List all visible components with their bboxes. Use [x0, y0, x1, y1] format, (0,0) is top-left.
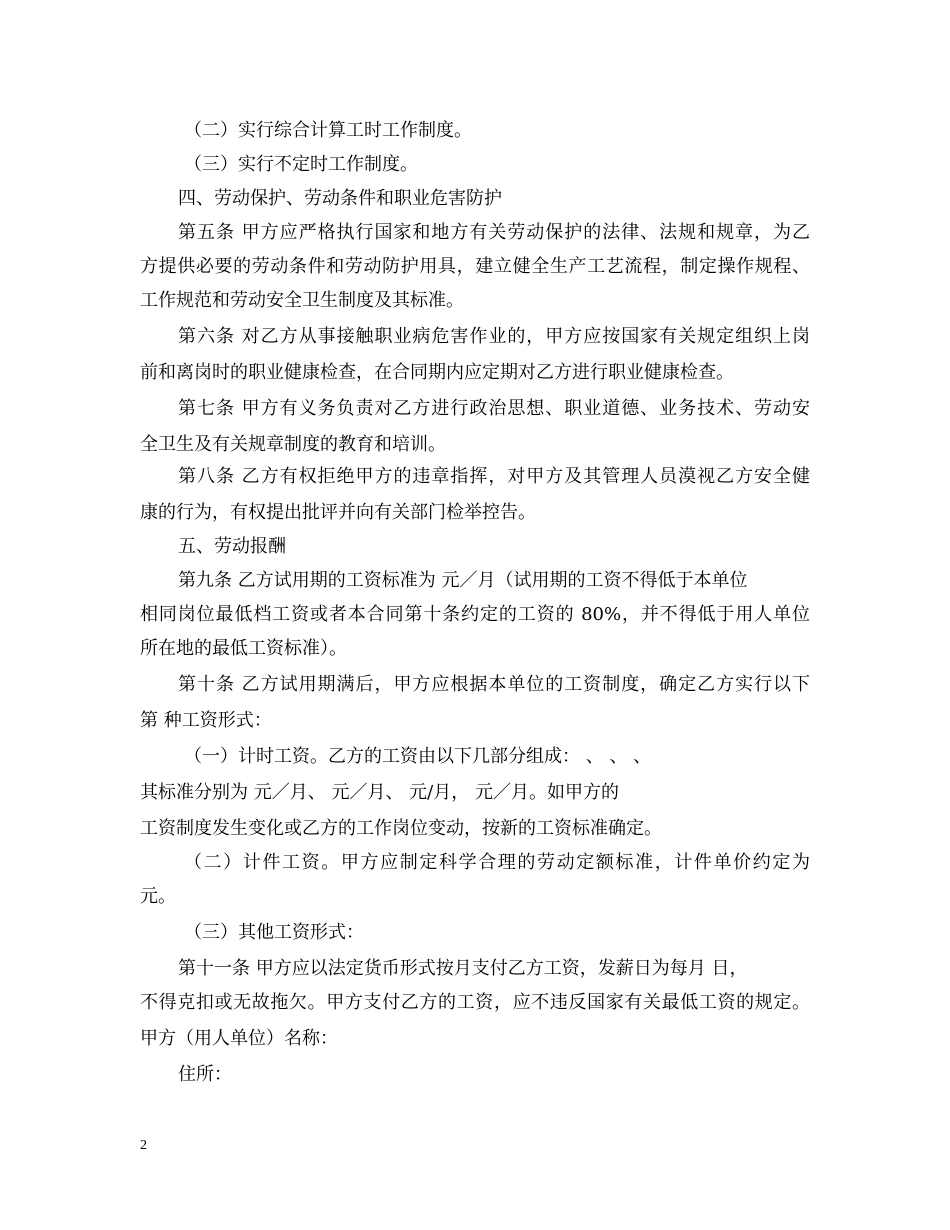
article-9-line-2: 相同岗位最低档工资或者本合同第十条约定的工资的 80%，并不得低于用人单位: [140, 604, 810, 625]
section-heading-4: 四、劳动保护、劳动条件和职业危害防护: [178, 188, 502, 209]
page-number: 2: [140, 1138, 147, 1153]
article-10-line-2: 第 种工资形式：: [140, 710, 272, 731]
article-8-line-1: 第八条 乙方有权拒绝甲方的违章指挥，对甲方及其管理人员漠视乙方安全健: [178, 466, 810, 487]
piece-wage-line-2: 元。: [140, 886, 176, 907]
section-heading-5: 五、劳动报酬: [178, 536, 286, 557]
article-7-line-1: 第七条 甲方有义务负责对乙方进行政治思想、职业道德、业务技术、劳动安: [178, 398, 810, 419]
article-6-line-2: 前和离岗时的职业健康检查，在合同期内应定期对乙方进行职业健康检查。: [140, 362, 734, 383]
article-5-line-3: 工作规范和劳动安全卫生制度及其标准。: [140, 290, 464, 311]
other-wage-line: （三）其他工资形式：: [184, 922, 364, 943]
article-9-line-3: 所在地的最低工资标准）。: [140, 638, 347, 659]
article-5-line-1: 第五条 甲方应严格执行国家和地方有关劳动保护的法律、法规和规章，为乙: [178, 222, 810, 243]
employer-name-label: 甲方（用人单位）名称：: [140, 1028, 338, 1049]
clause-item-2: （二）实行综合计算工时工作制度。: [184, 120, 472, 141]
article-11-line-1: 第十一条 甲方应以法定货币形式按月支付乙方工资，发薪日为每月 日，: [178, 958, 748, 979]
article-5-line-2: 方提供必要的劳动条件和劳动防护用具，建立健全生产工艺流程，制定操作规程、: [140, 256, 810, 277]
article-9-line-1: 第九条 乙方试用期的工资标准为 元／月（试用期的工资不得低于本单位: [178, 570, 748, 591]
article-10-line-1: 第十条 乙方试用期满后，甲方应根据本单位的工资制度，确定乙方实行以下: [178, 674, 810, 695]
time-wage-line-3: 工资制度发生变化或乙方的工作岗位变动，按新的工资标准确定。: [140, 818, 662, 839]
piece-wage-line-1: （二）计件工资。甲方应制定科学合理的劳动定额标准，计件单价约定为: [184, 852, 810, 873]
article-11-line-2: 不得克扣或无故拖欠。甲方支付乙方的工资，应不违反国家有关最低工资的规定。: [140, 992, 810, 1013]
article-8-line-2: 康的行为，有权提出批评并向有关部门检举控告。: [140, 502, 536, 523]
time-wage-line-2: 其标准分别为 元／月、 元／月、 元/月， 元／月。如甲方的: [140, 782, 619, 803]
time-wage-line-1: （一）计时工资。乙方的工资由以下几部分组成： 、 、 、: [184, 746, 652, 767]
article-6-line-1: 第六条 对乙方从事接触职业病危害作业的，甲方应按国家有关规定组织上岗: [178, 326, 810, 347]
address-label: 住所：: [178, 1064, 232, 1085]
article-7-line-2: 全卫生及有关规章制度的教育和培训。: [140, 434, 446, 455]
clause-item-3: （三）实行不定时工作制度。: [184, 154, 418, 175]
